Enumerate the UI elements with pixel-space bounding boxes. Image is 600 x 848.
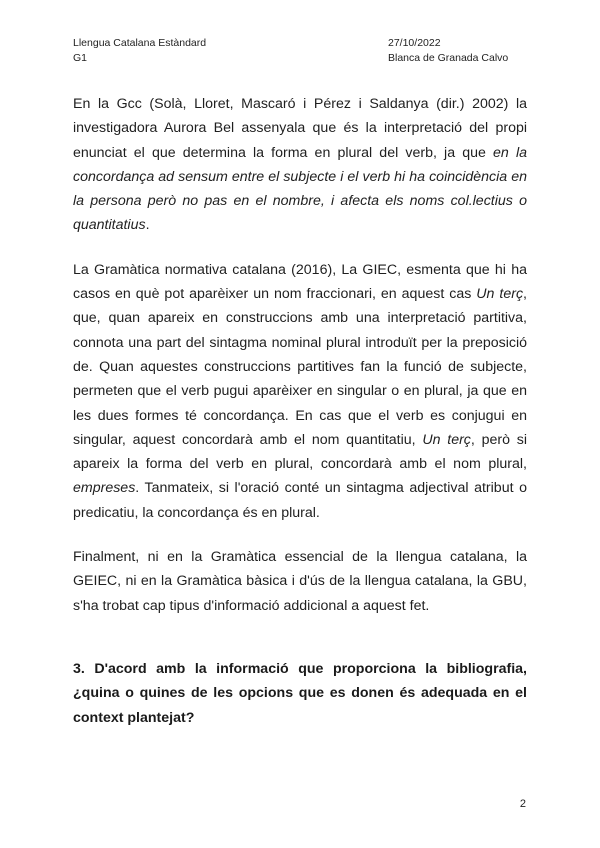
page-header [73,36,527,66]
paragraph-gcc-end: . [145,217,150,234]
paragraph-giec-italic-1: Un terç [476,286,524,303]
header-row-1 [73,36,527,51]
paragraph-giec [73,258,527,525]
paragraph-giec-text-c: , però si apareix la forma del verb en plural, concordarà amb el nom plural, [73,431,527,473]
document-body [73,92,527,730]
header-group: G1 [73,52,88,64]
page-number: 2 [519,798,526,810]
header-course-title: Llengua Catalana Estàndard [73,37,207,49]
paragraph-giec-text-b: , que, quan apareix en construccions amb una interpretació partitiva, connota una part del sintagma nominal plural introduït per la preposició de. Quan aquestes construccions partitives fan la funció de subjecte, permeten que el verb pugui aparèixer en singular o en plural, ja que en les dues formes té concordança. En cas que el verb es conjugui en singular, aquest concordarà amb el nom quantitatiu, [73,286,527,448]
header-author: Blanca de Granada Calvo [388,52,509,64]
paragraph-finalment: Finalment, ni en la Gramàtica essencial de la llengua catalana, la GEIEC, ni en la Gramàtica bàsica i d'ús de la llengua catalana, la GBU, s'ha trobat cap tipus d'informació addicional a aquest fet. [73,549,527,614]
paragraph-giec-italic-3: empreses [73,480,136,497]
header-date: 27/10/2022 [388,37,441,49]
paragraph-giec-text-a: La Gramàtica normativa catalana (2016), La GIEC, esmenta que hi ha casos en què pot aparèixer un nom fraccionari, en aquest cas [73,261,527,303]
question-heading: 3. D'acord amb la informació que proporciona la bibliografia, ¿quina o quines de les opcions que es donen és adequada en el context plantejat? [73,660,527,726]
paragraph-giec-italic-2: Un terç [422,431,471,448]
paragraph-gcc-quote: en la concordança ad sensum entre el subjecte i el verb hi ha coincidència en la persona però no pas en el nombre, i afecta els noms col.lectius o quantitatius [73,144,528,234]
paragraph-gcc [73,92,527,238]
header-row-2 [73,51,527,66]
paragraph-giec-text-d: . Tanmateix, si l'oració conté un sintagma adjectival atribut o predicatiu, la concordança és en plural. [73,480,527,521]
paragraph-gcc-text: En la Gcc (Solà, Lloret, Mascaró i Pérez i Saldanya (dir.) 2002) la investigadora Aurora Bel assenyala que és la interpretació del propi enunciat el que determina la forma en plural del verb, ja que [73,96,527,161]
